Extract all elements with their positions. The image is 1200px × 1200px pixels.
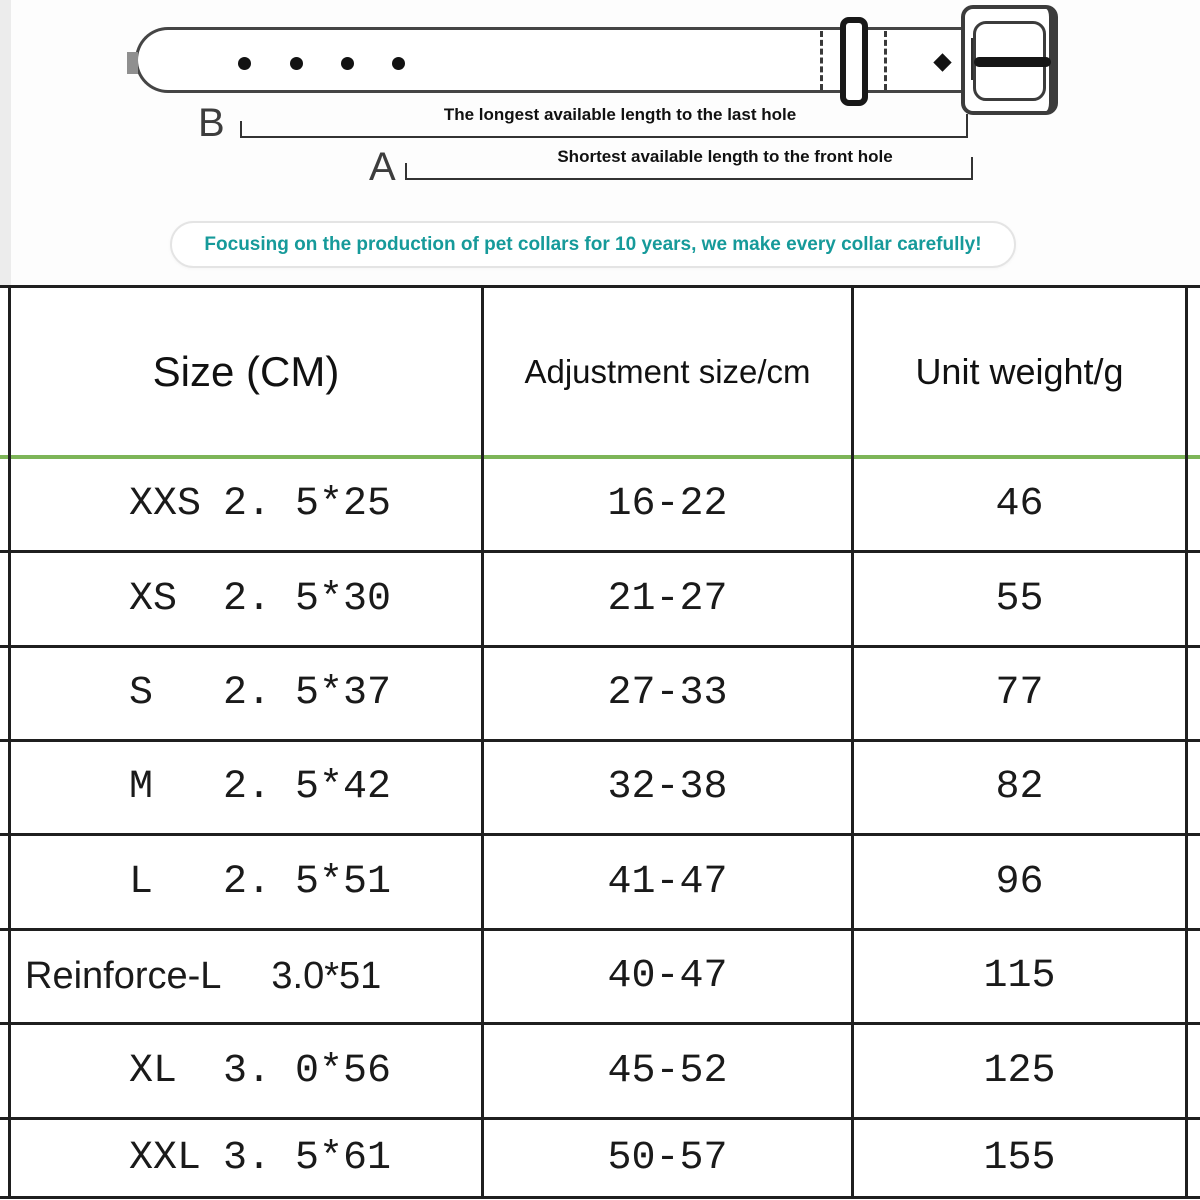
belt-strap <box>135 27 963 93</box>
table-row <box>0 1120 1200 1196</box>
keeper-dashed-line <box>820 31 823 90</box>
size-label: S <box>129 671 154 716</box>
weight-cell: 125 <box>983 1048 1056 1094</box>
table-row <box>0 836 1200 928</box>
column-header-size: Size (CM) <box>152 347 340 395</box>
size-table <box>0 285 1200 1200</box>
column-header-weight: Unit weight/g <box>915 350 1124 392</box>
adjustment-cell: 50-57 <box>607 1135 728 1181</box>
size-label: XXL <box>129 1135 202 1181</box>
size-label: Reinforce-L <box>25 955 222 997</box>
size-label: XL <box>129 1048 178 1094</box>
size-dimension: 2. 5*42 <box>223 765 392 810</box>
size-label: M <box>129 765 154 810</box>
belt-hole <box>238 57 251 70</box>
buckle-prong-pivot <box>971 38 973 80</box>
belt-hole <box>290 57 303 70</box>
weight-cell: 115 <box>983 954 1056 999</box>
adjustment-cell: 40-47 <box>607 954 728 999</box>
dimension-caption-b: The longest available length to the last hole <box>443 105 797 124</box>
size-label: XXS <box>129 482 202 527</box>
column-header-adjustment: Adjustment size/cm <box>524 352 811 390</box>
adjustment-cell: 45-52 <box>607 1048 728 1094</box>
table-row <box>0 648 1200 739</box>
size-cell <box>11 553 481 645</box>
size-cell <box>11 648 481 739</box>
size-cell <box>11 1120 481 1196</box>
adjustment-cell: 32-38 <box>607 765 728 810</box>
weight-cell: 46 <box>995 482 1044 527</box>
weight-cell: 155 <box>983 1135 1056 1181</box>
size-dimension: 3.0*51 <box>271 955 382 997</box>
left-gray-strip <box>0 0 11 285</box>
size-dimension: 2. 5*37 <box>223 671 392 716</box>
size-dimension: 3. 5*61 <box>223 1135 392 1181</box>
dimension-label-a: A <box>369 145 396 189</box>
size-dimension: 3. 0*56 <box>223 1048 392 1094</box>
adjustment-cell: 16-22 <box>607 482 728 527</box>
table-row <box>0 459 1200 550</box>
size-dimension: 2. 5*51 <box>223 859 392 905</box>
buckle-prong <box>974 57 1051 67</box>
dimension-caption-a: Shortest available length to the front hole <box>557 147 893 166</box>
size-cell <box>11 459 481 550</box>
size-cell <box>11 742 481 833</box>
size-label: L <box>129 859 154 905</box>
dimension-label-b: B <box>198 101 225 145</box>
weight-cell: 96 <box>995 859 1044 905</box>
belt-hole <box>341 57 354 70</box>
keeper-dashed-line <box>884 31 887 90</box>
table-row <box>0 1025 1200 1117</box>
adjustment-cell: 41-47 <box>607 859 728 905</box>
table-row <box>0 931 1200 1022</box>
size-dimension: 2. 5*30 <box>223 576 392 622</box>
brand-slogan-banner: Focusing on the production of pet collars for 10 years, we make every collar carefully! <box>170 221 1016 268</box>
table-row <box>0 553 1200 645</box>
size-cell <box>11 1025 481 1117</box>
belt-diagram <box>0 0 1200 285</box>
table-border-bottom <box>0 1196 1200 1199</box>
adjustment-cell: 21-27 <box>607 576 728 622</box>
belt-hole <box>392 57 405 70</box>
size-label: XS <box>129 576 178 622</box>
adjustment-cell: 27-33 <box>607 671 728 716</box>
size-dimension: 2. 5*25 <box>223 482 392 527</box>
table-row <box>0 742 1200 833</box>
weight-cell: 77 <box>995 671 1044 716</box>
size-cell <box>11 836 481 928</box>
belt-keeper-loop <box>840 17 868 106</box>
belt-tip-nub <box>127 52 138 74</box>
size-cell <box>11 931 481 1022</box>
weight-cell: 55 <box>995 576 1044 622</box>
weight-cell: 82 <box>995 765 1044 810</box>
